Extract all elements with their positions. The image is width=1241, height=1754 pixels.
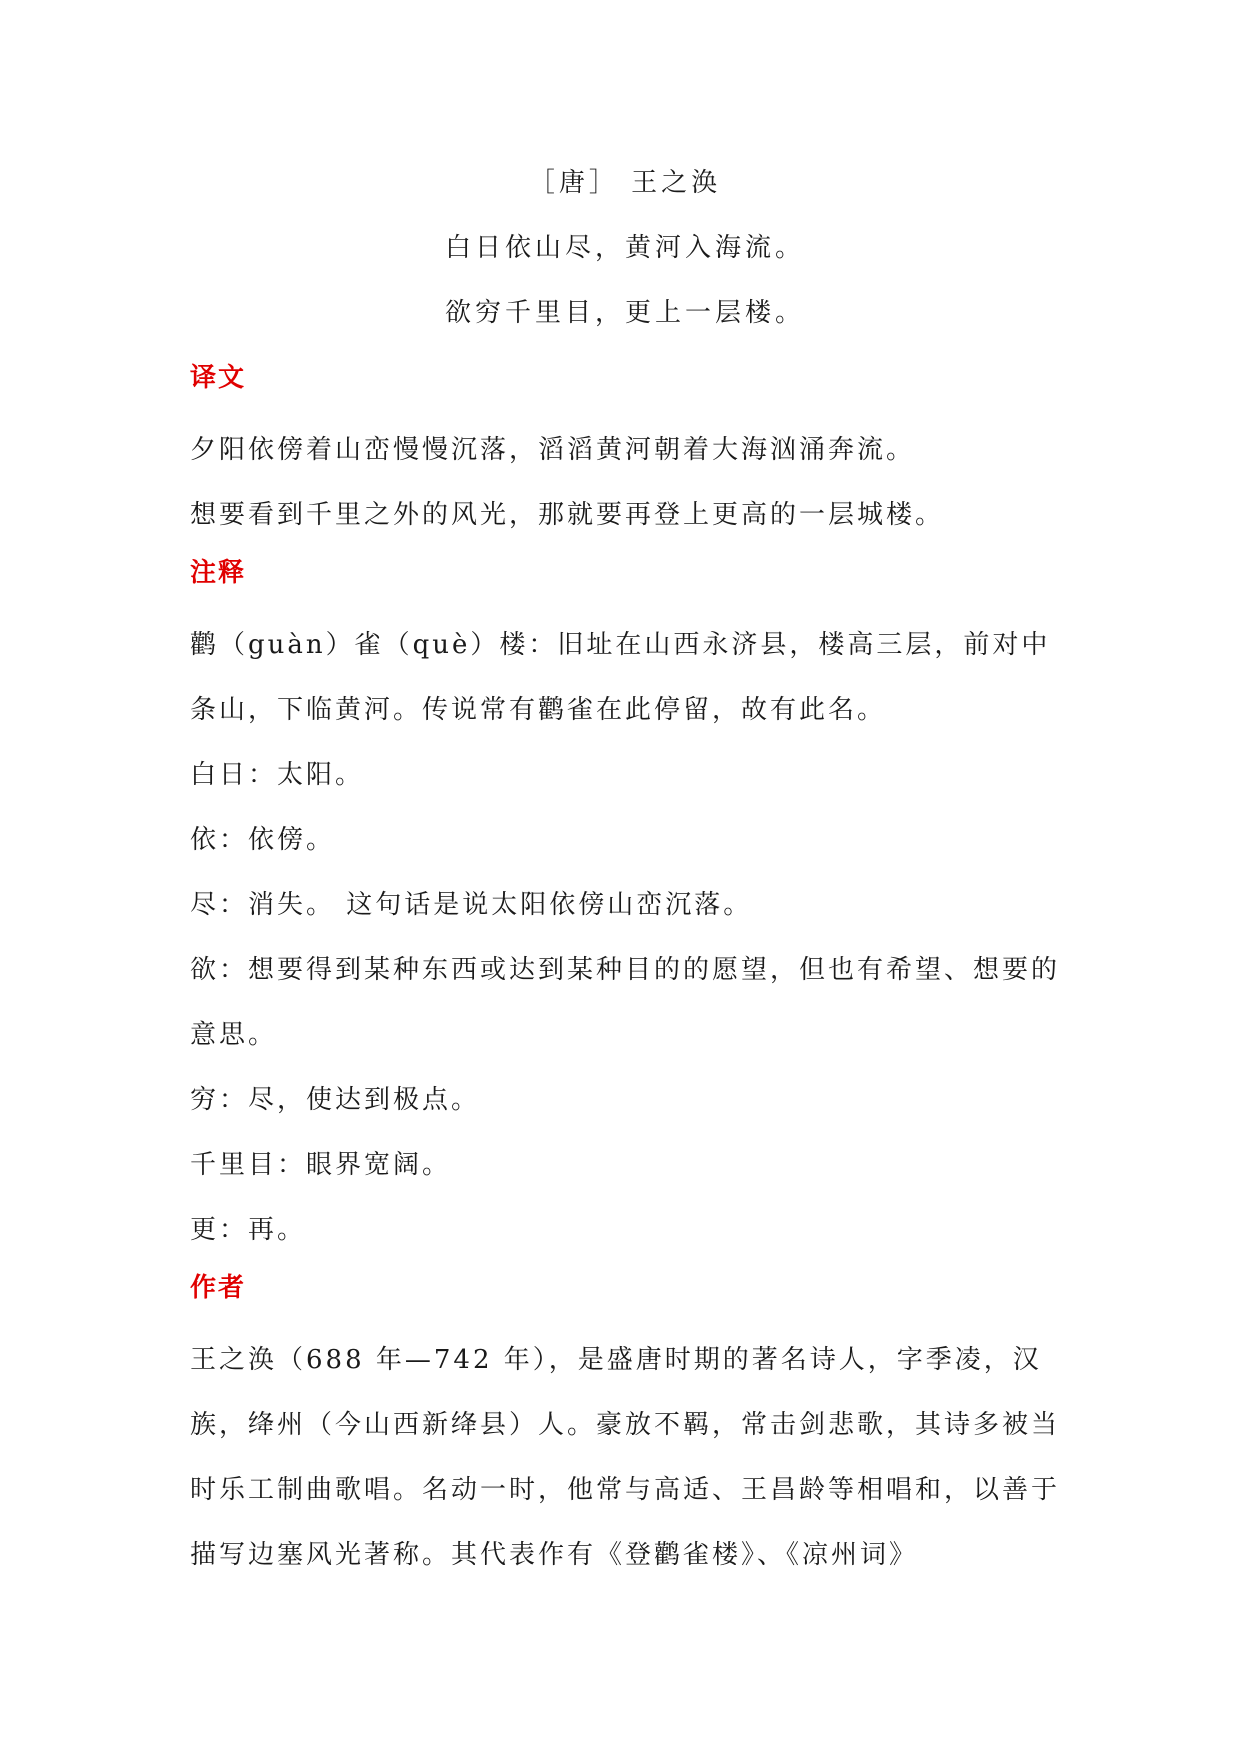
poem-line-1: 白日依山尽，黄河入海流。	[444, 233, 805, 263]
note-item: 尽：消失。 这句话是说太阳依傍山峦沉落。	[190, 890, 753, 920]
poem-line-2: 欲穷千里目，更上一层楼。	[444, 298, 805, 328]
note-item: 白日：太阳。	[190, 760, 365, 790]
translation-line-2: 想要看到千里之外的风光，那就要再登上更高的一层城楼。	[190, 500, 945, 530]
note-item: 鹳（guàn）雀（què）楼：旧址在山西永济县，楼高三层，前对中条山，下临黄河。传说常有鹳雀在此停留，故有此名。	[190, 630, 1051, 725]
note-item: 更：再。	[190, 1215, 307, 1245]
poem-author-line: ［唐］ 王之涣	[528, 168, 722, 198]
notes-heading: 注释	[190, 558, 247, 588]
author-biography: 王之涣（688 年—742 年），是盛唐时期的著名诗人，字季凌，汉族，绛州（今山西新绛县）人。豪放不羁，常击剑悲歌，其诗多被当时乐工制曲歌唱。名动一时，他常与高适、王昌龄等相唱和，以善于描写边塞风光著称。其代表作有《登鹳雀楼》、《凉州词》	[190, 1345, 1061, 1570]
translation-line-1: 夕阳依傍着山峦慢慢沉落，滔滔黄河朝着大海汹涌奔流。	[190, 435, 916, 465]
note-item: 依：依傍。	[190, 825, 336, 855]
note-item: 千里目：眼界宽阔。	[190, 1150, 452, 1180]
note-item: 穷：尽，使达到极点。	[190, 1085, 481, 1115]
document-page	[190, 158, 1060, 1588]
author-heading: 作者	[190, 1273, 247, 1303]
translation-heading: 译文	[190, 363, 247, 393]
note-item: 欲：想要得到某种东西或达到某种目的的愿望，但也有希望、想要的意思。	[190, 955, 1061, 1050]
